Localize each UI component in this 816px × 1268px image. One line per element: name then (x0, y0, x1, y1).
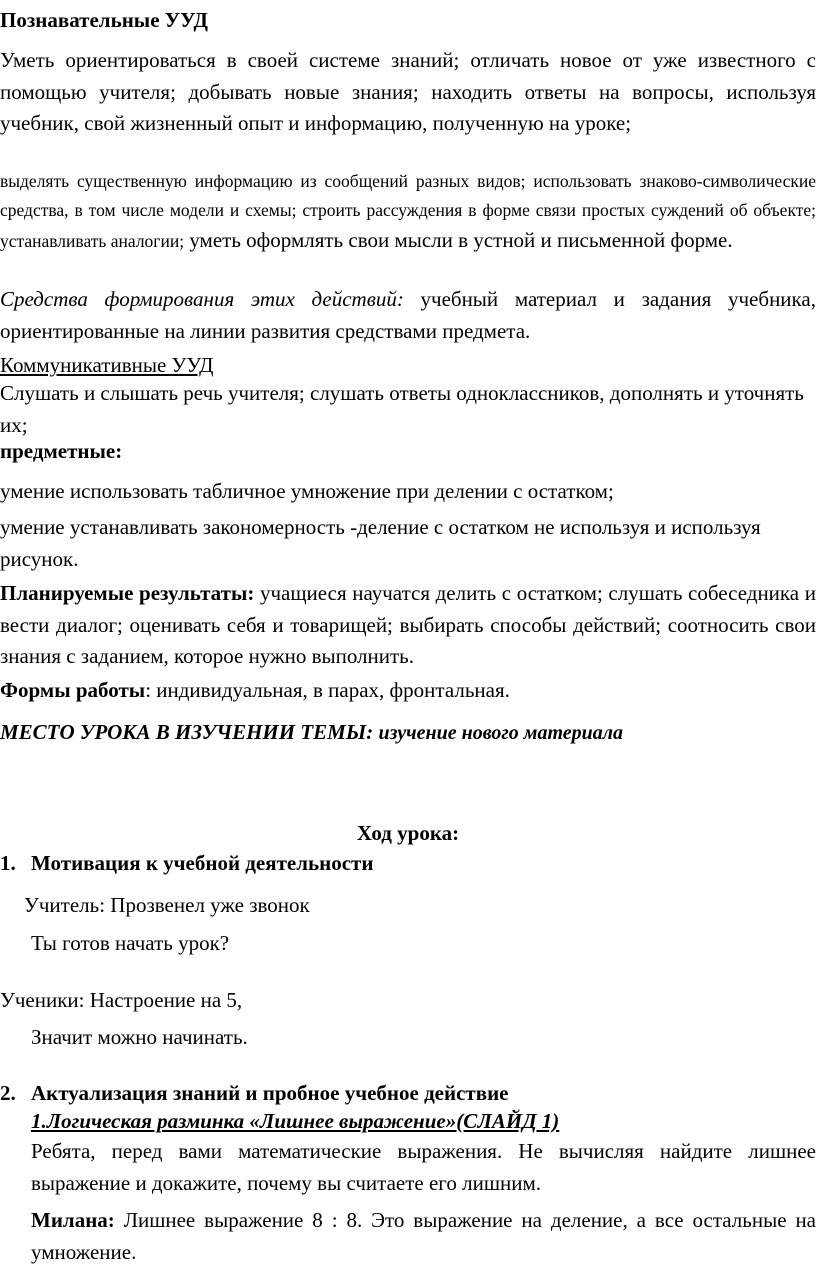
subsection-1-text: Ребята, перед вами математические выражения. Не вычисляя найдите лишнее выражение и докажите, почему вы считаете его лишним. (31, 1139, 816, 1195)
means-text: учебный материал и задания учебника, ориентированные на линии развития средствами предмета. (0, 287, 816, 343)
milana-answer (31, 1205, 816, 1268)
cognitive-tail-text: уметь оформлять свои мысли в устной и письменной форме. (184, 228, 733, 252)
cognitive-small-text: выделять существенную информацию из сообщений разных видов; использовать знаково-символические средства, в том числе модели и схемы; строить рассуждения в форме связи простых суждений об объекте; устанавливать аналогии; (0, 171, 816, 251)
milana-label: Милана: (31, 1208, 115, 1232)
section-1-heading (0, 848, 816, 880)
section-2-number: 2. (0, 1081, 16, 1105)
forms-label: Формы работы (0, 678, 146, 702)
teacher-line-2: Ты готов начать урок? (31, 931, 230, 955)
planned-text: учащиеся научатся делить с остатком; слушать собеседника и вести диалог; оценивать себя и товарищей; выбирать способы действий; соотносить свои знания с заданием, которое нужно выполнить. (0, 581, 816, 668)
pupils-line-1: Ученики: Настроение на 5, (0, 988, 243, 1012)
section-1-number: 1. (0, 851, 16, 875)
section-2-title: Актуализация знаний и пробное учебное действие (31, 1081, 509, 1105)
forms-paragraph (0, 675, 816, 707)
subject-item-2: умение устанавливать закономерность -деление с остатком не используя и используя рисунок. (0, 515, 761, 571)
section-2-heading (0, 1078, 816, 1110)
cognitive-paragraph-2 (0, 167, 816, 257)
teacher-line-1: Учитель: Прозвенел уже звонок (24, 893, 310, 917)
milana-text: Лишнее выражение 8 : 8. Это выражение на деление, а все остальные на умножение. (31, 1208, 816, 1264)
forms-text: : индивидуальная, в парах, фронтальная. (145, 678, 510, 702)
subject-heading: предметные: (0, 439, 123, 463)
place-value: изучение нового материала (378, 722, 624, 744)
cognitive-paragraph: Уметь ориентироваться в своей системе знаний; отличать новое от уже известного с помощью учителя; добывать новые знания; находить ответы на вопросы, используя учебник, свой жизненный опыт и информацию, полученную на уроке; (0, 48, 816, 135)
subject-item-1: умение использовать табличное умножение при делении с остатком; (0, 479, 614, 503)
pupils-line-2: Значит можно начинать. (31, 1025, 248, 1049)
means-paragraph (0, 284, 816, 347)
cognitive-heading: Познавательные УУД (0, 8, 208, 32)
means-label: Средства формирования этих действий: (0, 287, 404, 311)
planned-paragraph (0, 578, 816, 673)
communicative-paragraph: Слушать и слышать речь учителя; слушать ответы одноклассников, дополнять и уточнять их; (0, 381, 804, 437)
place-paragraph (0, 717, 816, 749)
place-label: МЕСТО УРОКА В ИЗУЧЕНИИ ТЕМЫ: (0, 720, 374, 744)
planned-label: Планируемые результаты: (0, 581, 255, 605)
subsection-1-title: 1.Логическая разминка «Лишнее выражение»(СЛАЙД 1) (31, 1109, 560, 1133)
section-1-title: Мотивация к учебной деятельности (31, 851, 374, 875)
communicative-heading: Коммуникативные УУД (0, 353, 214, 377)
lesson-title: Ход урока: (356, 821, 460, 845)
